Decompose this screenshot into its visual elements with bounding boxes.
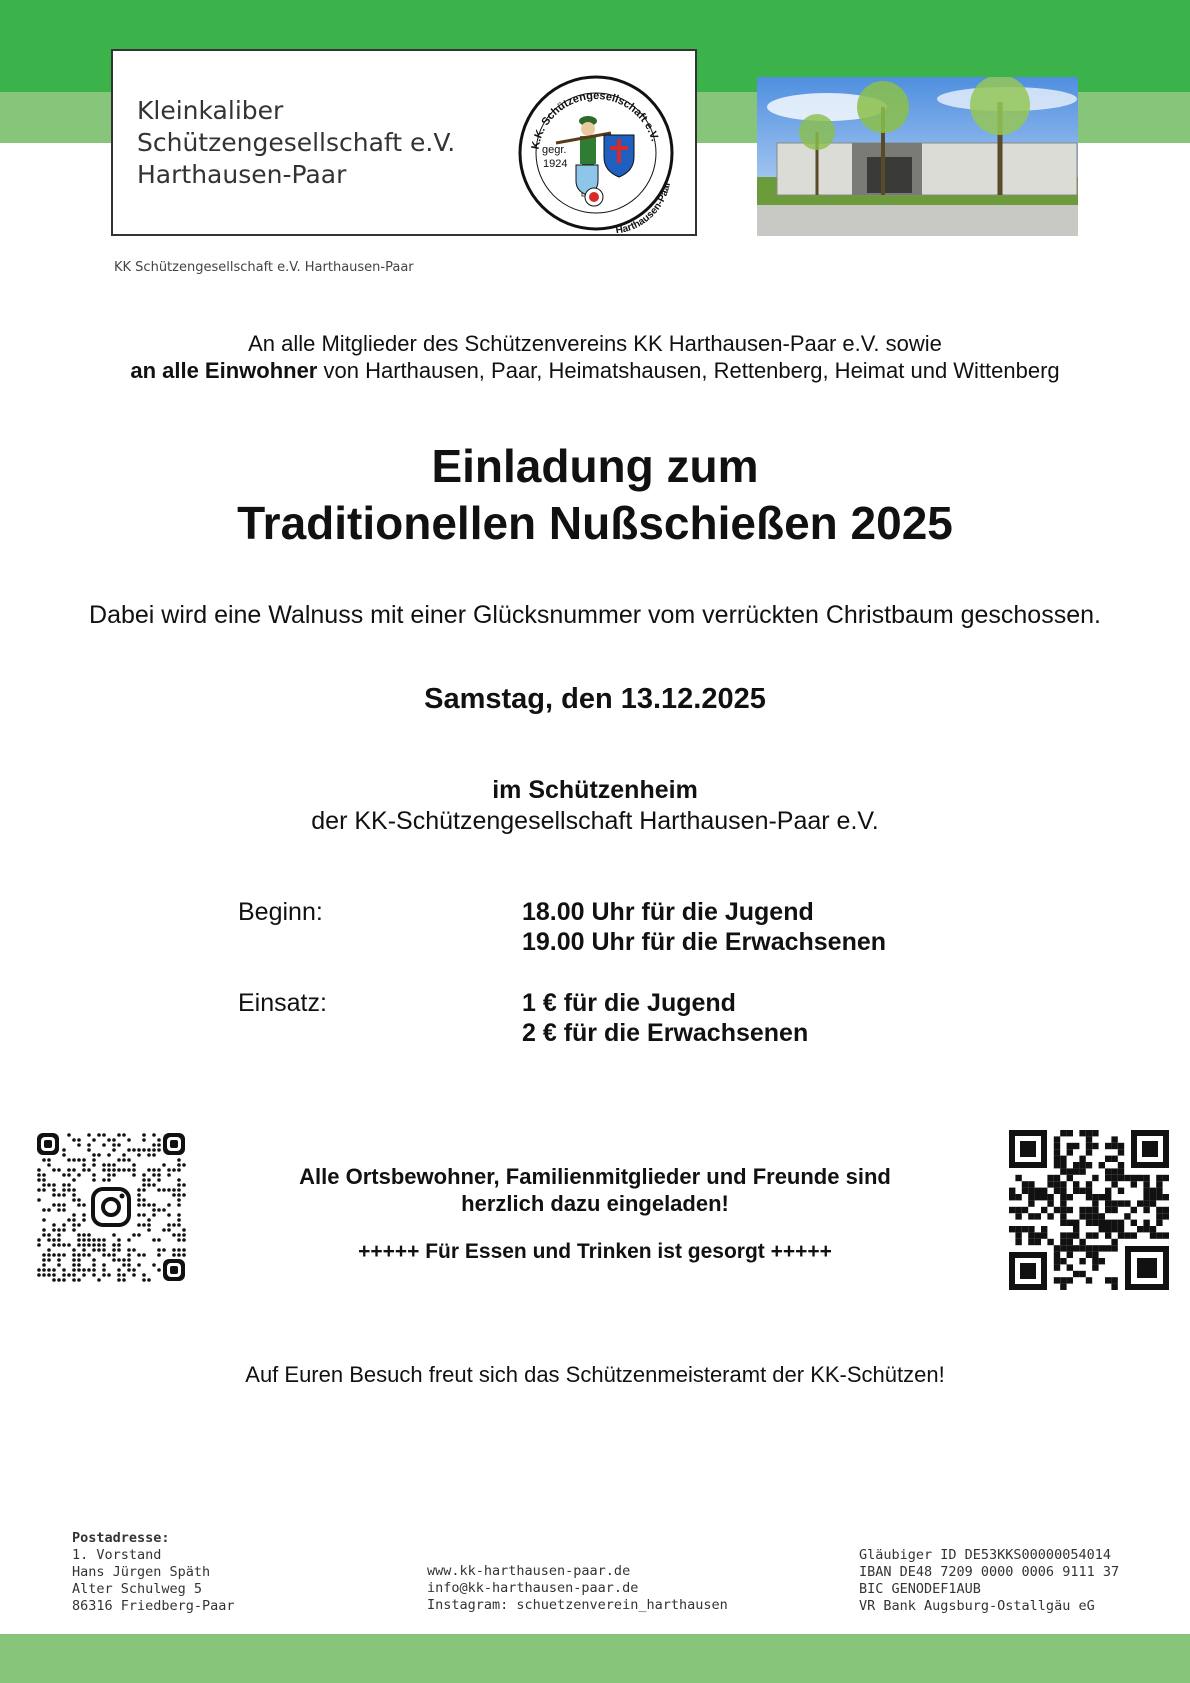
invite-line-2: herzlich dazu eingeladen!: [461, 1191, 729, 1216]
logo-line-2: Schützengesellschaft e.V.: [137, 128, 456, 157]
intro-line-2: [0, 357, 1190, 384]
fee-adults: 2 € für die Erwachsenen: [522, 1019, 809, 1047]
invitation-note: [0, 1163, 1190, 1217]
footer-contact: [427, 1563, 728, 1614]
seal-year-value: 1924: [543, 158, 568, 170]
address-line-2: Hans Jürgen Späth: [72, 1564, 211, 1580]
address-heading: Postadresse:: [72, 1530, 170, 1546]
page-title: [0, 438, 1190, 552]
start-adults: 19.00 Uhr für die Erwachsenen: [522, 928, 887, 956]
title-line-2: Traditionellen Nußschießen 2025: [237, 497, 953, 549]
club-logo-box: [111, 49, 697, 236]
footer-address: [72, 1530, 235, 1615]
bank-name: VR Bank Augsburg-Ostallgäu eG: [859, 1598, 1095, 1614]
logo-line-3: Harthausen-Paar: [137, 160, 347, 189]
intro-line-1: An alle Mitglieder des Schützenvereins KK Harthausen-Paar e.V. sowie: [248, 331, 942, 356]
bic: BIC GENODEF1AUB: [859, 1581, 981, 1597]
iban: IBAN DE48 7209 0000 0006 9111 37: [859, 1564, 1120, 1580]
event-description: Dabei wird eine Walnuss mit einer Glücksnummer vom verrückten Christbaum geschossen.: [89, 601, 1101, 629]
address-line-4: 86316 Friedberg-Paar: [72, 1598, 235, 1614]
club-caption: KK Schützengesellschaft e.V. Harthausen-Paar: [114, 260, 414, 275]
address-line-1: 1. Vorstand: [72, 1547, 162, 1563]
start-youth: 18.00 Uhr für die Jugend: [522, 898, 814, 926]
website-link[interactable]: www.kk-harthausen-paar.de: [427, 1563, 631, 1579]
seal-year-label: gegr.: [542, 144, 567, 156]
intro-line-2-rest: von Harthausen, Paar, Heimatshausen, Rettenberg, Heimat und Wittenberg: [317, 358, 1060, 383]
intro-line-2-bold: an alle Einwohner: [130, 358, 318, 383]
fee-youth: 1 € für die Jugend: [522, 989, 736, 1017]
start-values: [522, 897, 1022, 957]
logo-line-1: Kleinkaliber: [137, 96, 284, 125]
clubhouse-photo: [757, 77, 1078, 236]
intro-text: [0, 330, 1190, 384]
club-seal-emblem: [516, 73, 676, 233]
email-link[interactable]: info@kk-harthausen-paar.de: [427, 1580, 639, 1596]
fee-label: Einsatz:: [238, 989, 327, 1017]
start-label: Beginn:: [238, 898, 323, 926]
event-venue: [0, 775, 1190, 837]
venue-line-1: im Schützenheim: [492, 776, 698, 804]
invite-line-1: Alle Ortsbewohner, Familienmitglieder und Freunde sind: [299, 1164, 891, 1189]
venue-line-2: der KK-Schützengesellschaft Harthausen-Paar e.V.: [311, 807, 879, 835]
footer-bank: [859, 1547, 1119, 1615]
event-date: Samstag, den 13.12.2025: [424, 683, 766, 715]
club-logo-text: [137, 95, 455, 191]
address-line-3: Alter Schulweg 5: [72, 1581, 203, 1597]
closing-line: Auf Euren Besuch freut sich das Schützenmeisteramt der KK-Schützen!: [245, 1362, 945, 1387]
title-line-1: Einladung zum: [431, 440, 759, 492]
creditor-id: Gläubiger ID DE53KKS00000054014: [859, 1547, 1111, 1563]
seal-bottom-text: Harthausen-Paar: [614, 180, 674, 233]
footer-band: [0, 1634, 1190, 1683]
catering-note: +++++ Für Essen und Trinken ist gesorgt +++++: [358, 1240, 832, 1263]
fee-values: [522, 988, 1022, 1048]
instagram-handle[interactable]: Instagram: schuetzenverein_harthausen: [427, 1597, 728, 1613]
seal-top-text: K.K. Schützengesellschaft e.V.: [529, 89, 661, 151]
